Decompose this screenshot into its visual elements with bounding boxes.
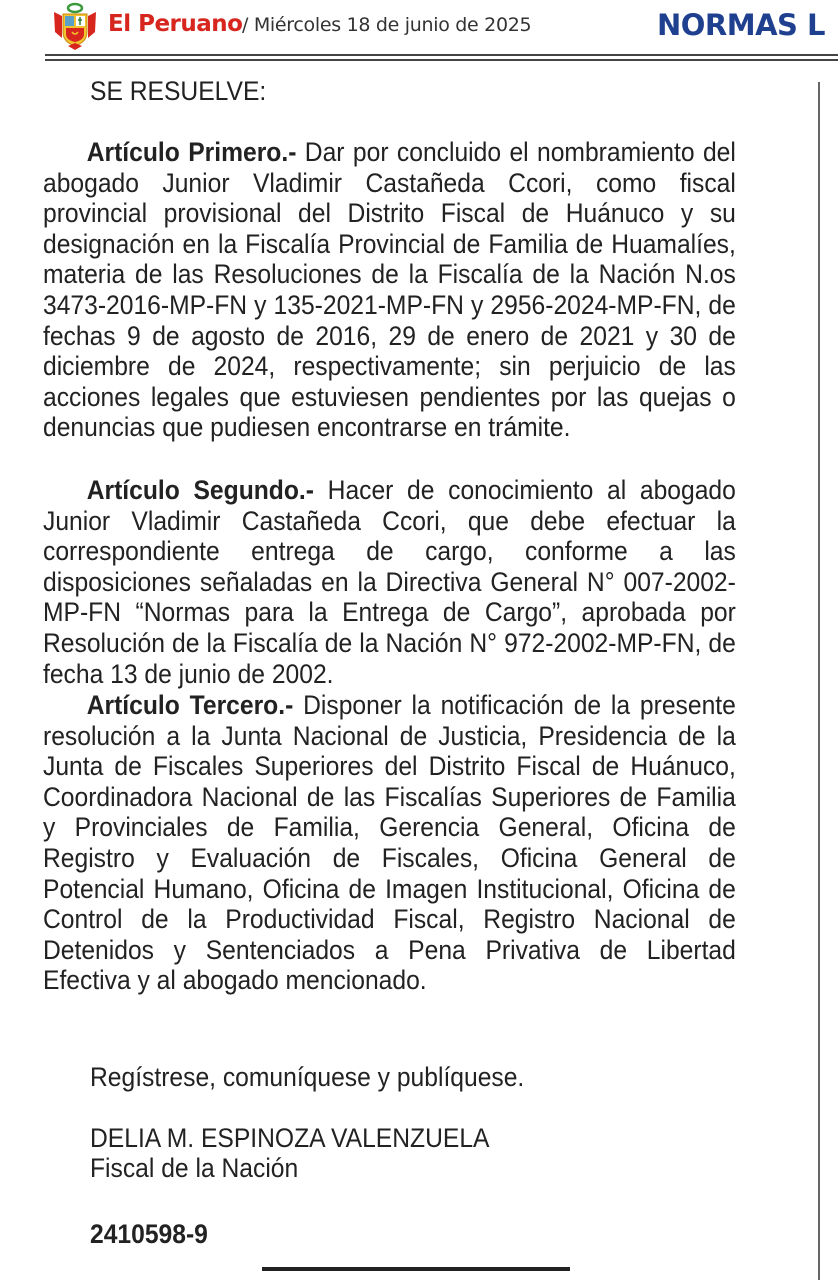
- publication-date: / Miércoles 18 de junio de 2025: [242, 14, 532, 36]
- publication-code: 2410598-9: [90, 1219, 208, 1249]
- article-body: Hacer de conocimiento al abogado Junior Vladimir Castañeda Ccori, que debe efectuar la correspondiente entrega de cargo, conforme a las disposiciones señaladas en la Directiva General N° 007-2002-MP-FN “Normas para la Entrega de Cargo”, aprobada por Resolución de la Fiscalía de la Nación N° 972-2002-MP-FN, de fecha 13 de junio de 2002.: [43, 475, 736, 689]
- header-rule-top: [45, 54, 838, 56]
- section-title: NORMAS L: [657, 8, 826, 42]
- signer-title: Fiscal de la Nación: [90, 1153, 299, 1183]
- newspaper-header: [0, 0, 838, 62]
- closing-formula: Regístrese, comuníquese y publíquese.: [90, 1062, 525, 1092]
- resolution-heading: SE RESUELVE:: [90, 76, 267, 106]
- brand-name: El Peruano: [108, 11, 243, 37]
- article-primero: [43, 137, 736, 443]
- article-body: Disponer la notificación de la presente resolución a la Junta Nacional de Justicia, Presidencia de la Junta de Fiscales Superiores del Distrito Fiscal de Huánuco, Coordinadora Nacional de las Fiscalías Superiores de Familia y Provinciales de Familia, Gerencia General, Oficina de Registro y Evaluación de Fiscales, Oficina General de Potencial Humano, Oficina de Imagen Institucional, Oficina de Control de la Productividad Fiscal, Registro Nacional de Detenidos y Sentenciados a Pena Privativa de Libertad Efectiva y al abogado mencionado.: [43, 690, 736, 996]
- column-divider: [818, 82, 820, 1280]
- article-segundo: [43, 475, 736, 689]
- signature-block: [90, 1123, 489, 1183]
- article-tercero: [43, 690, 736, 996]
- signer-name: DELIA M. ESPINOZA VALENZUELA: [90, 1123, 490, 1153]
- article-body: Dar por concluido el nombramiento del abogado Junior Vladimir Castañeda Ccori, como fiscal provincial provisional del Distrito Fiscal de Huánuco y su designación en la Fiscalía Provincial de Familia de Huamalíes, materia de las Resoluciones de la Fiscalía de la Nación N.os 3473-2016-MP-FN y 135-2021-MP-FN y 2956-2024-MP-FN, de fechas 9 de agosto de 2016, 29 de enero de 2021 y 30 de diciembre de 2024, respectivamente; sin perjuicio de las acciones legales que estuviesen pendientes por las quejas o denuncias que pudiesen encontrarse en trámite.: [43, 137, 736, 443]
- header-rule-bottom: [45, 59, 838, 61]
- article-title: Artículo Segundo.-: [86, 475, 314, 505]
- article-title: Artículo Tercero.-: [86, 690, 294, 720]
- article-title: Artículo Primero.-: [86, 137, 297, 167]
- end-rule: [262, 1267, 570, 1271]
- peru-coat-of-arms-icon: [50, 2, 100, 52]
